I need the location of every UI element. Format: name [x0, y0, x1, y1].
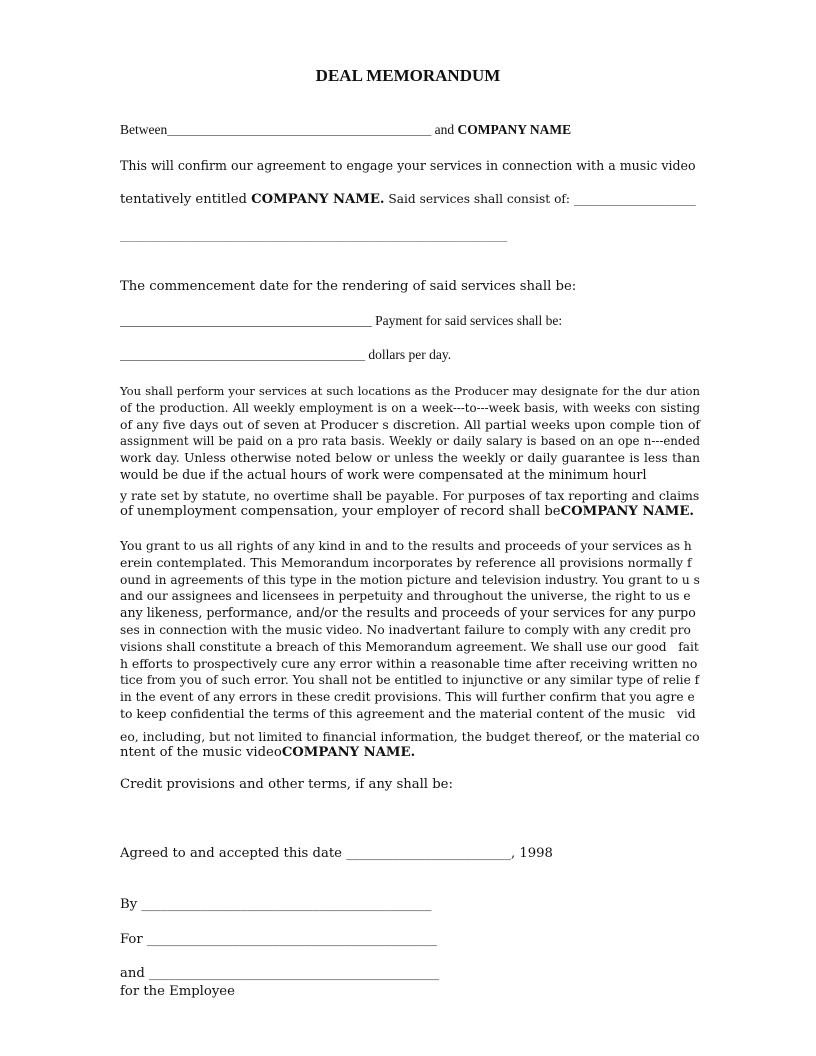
paragraph-line: would be due if the actual hours of work were compensated at the minimum hourl — [120, 466, 647, 482]
paragraph-line: You grant to us all rights of any kind in and to the results and proceeds of your services as h — [120, 539, 692, 553]
paragraph-line: h efforts to prospectively cure any error within a reasonable time after receiving written no — [120, 655, 698, 671]
paragraph-line: work day. Unless otherwise noted below or unless the weekly or daily guarantee is less than — [120, 451, 700, 466]
paragraph-line: You shall perform your services at such locations as the Producer may designate for the dur ation — [120, 384, 700, 398]
paragraph-line: assignment will be paid on a pro rata basis. Weekly or daily salary is based on an ope n---ended — [120, 434, 700, 449]
paragraph-line: ses in connection with the music video. No inadvertant failure to comply with any credit pro — [120, 622, 691, 637]
paragraph-rights — [120, 538, 700, 723]
between-prefix: Between — [120, 122, 168, 137]
paragraph-line: in the event of any errors in these credit provisions. This will further confirm that you agre e — [120, 690, 695, 705]
confidential-company: COMPANY NAME. — [281, 745, 416, 760]
signature-and-line: and ____________________________________________ — [120, 966, 440, 981]
commencement-line: The commencement date for the rendering of said services shall be: — [120, 279, 577, 294]
employer-line — [120, 503, 694, 520]
confirm-line-1: This will confirm our agreement to engage your services in connection with a music video — [120, 158, 696, 173]
paragraph-line: ound in agreements of this type in the motion picture and television industry. You grant to u s — [120, 572, 700, 587]
document-title: DEAL MEMORANDUM — [315, 66, 501, 85]
between-blank: ________________________________________________ — [167, 125, 432, 137]
confidential-line-1: eo, including, but not limited to financial information, the budget thereof, or the material co — [120, 729, 700, 744]
confirm-line-2 — [120, 191, 696, 208]
paragraph-line: visions shall constitute a breach of this Memorandum agreement. We shall use our good fait — [120, 639, 699, 654]
payment-blank: _____________________________________________ — [120, 350, 366, 362]
confidential-line-2 — [120, 744, 415, 761]
payment-text: Payment for said services shall be: — [371, 313, 563, 328]
paragraph-line: of any five days out of seven at Producer s discretion. All partial weeks upon comple tion of — [120, 416, 700, 432]
overtime-line: y rate set by statute, no overtime shall be payable. For purposes of tax reporting and claims — [120, 488, 700, 503]
company-name-title: COMPANY NAME. — [251, 192, 385, 207]
confirm-text-c: Said services shall consist of: ____________________ — [384, 192, 696, 206]
between-line — [120, 121, 571, 140]
paragraph-line: tice from you of such error. You shall not be entitled to injunctive or any similar type of relie f — [120, 673, 700, 688]
paragraph-line: to keep confidential the terms of this agreement and the material content of the music vid — [120, 705, 696, 721]
signature-for-line: For ____________________________________________ — [120, 932, 437, 947]
confidential-text: ntent of the music video — [120, 745, 282, 760]
paragraph-line: of the production. All weekly employment is on a week---to---week basis, with weeks con sisting — [120, 400, 700, 415]
paragraph-locations — [120, 383, 700, 484]
dollars-text: dollars per day. — [365, 347, 452, 362]
company-name: COMPANY NAME — [457, 122, 572, 137]
paragraph-line: and our assignees and licensees in perpetuity and throughout the universe, the right to us e — [120, 589, 691, 604]
confirm-text-a: tentatively entitled — [120, 192, 252, 207]
commencement-blank: _____________________________________________ — [120, 316, 372, 328]
credit-provisions-line: Credit provisions and other terms, if any shall be: — [120, 777, 453, 792]
services-blank-line: ____________________________________________________________________________ — [120, 231, 508, 242]
dollars-line — [120, 346, 451, 365]
signature-by-line: By ____________________________________________ — [120, 897, 432, 912]
employer-company: COMPANY NAME. — [560, 504, 694, 519]
paragraph-line: any likeness, performance, and/or the results and proceeds of your services for any purpo — [120, 605, 696, 621]
for-the-employee: for the Employee — [120, 984, 235, 999]
between-and: and — [431, 122, 458, 137]
payment-line — [120, 312, 562, 331]
agreed-line: Agreed to and accepted this date _________________________, 1998 — [120, 846, 553, 861]
paragraph-line: erein contemplated. This Memorandum incorporates by reference all provisions normally f — [120, 554, 692, 570]
employer-text: of unemployment compensation, your employer of record shall be — [120, 504, 561, 519]
